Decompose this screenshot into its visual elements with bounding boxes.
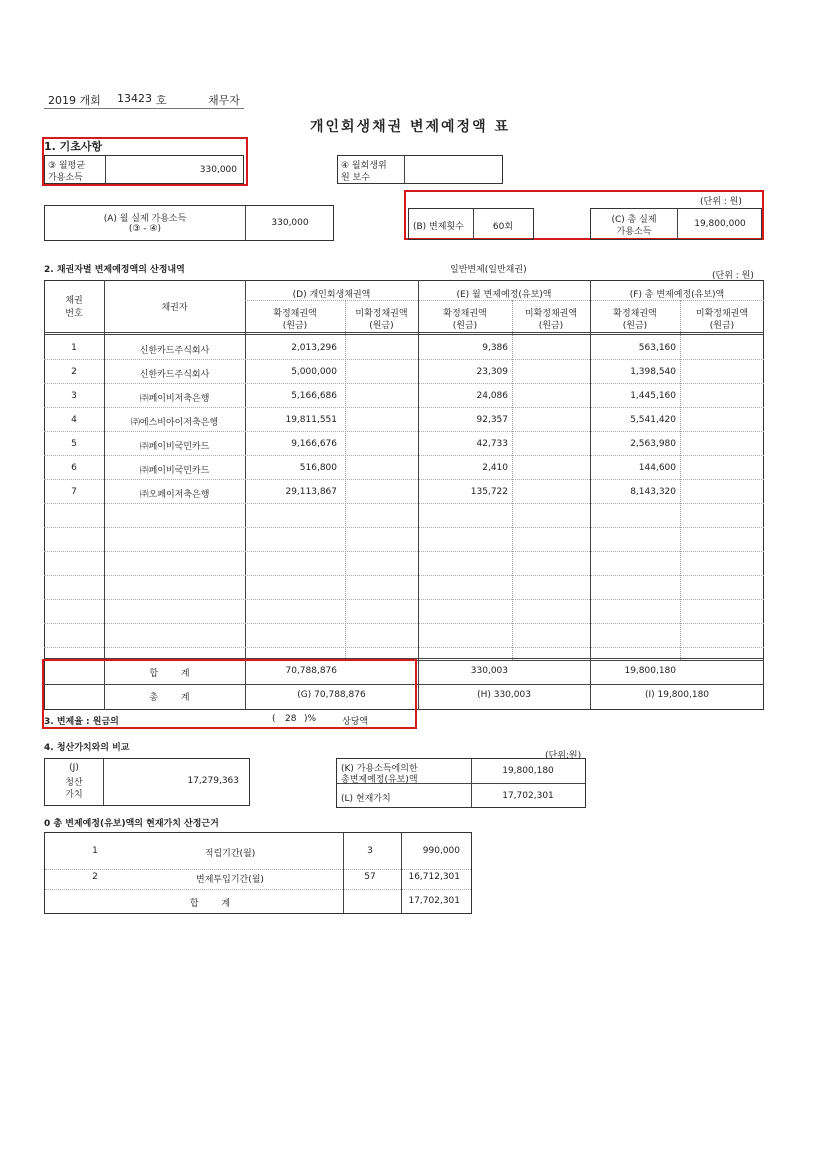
total-i: (I) 19,800,180 xyxy=(644,690,710,700)
col-f: (F) 총 변제예정(유보)액 xyxy=(629,290,725,300)
a-value: 330,000 xyxy=(271,218,309,228)
case-suffix: 호 xyxy=(156,94,167,107)
col-creditor: 채권자 xyxy=(161,303,188,313)
monthly-income-label-1: ③ 월평균 xyxy=(48,161,86,171)
section2-heading: 2. 채권자별 변제예정액의 산정내역 xyxy=(44,265,185,275)
row-creditor: ㈜페이비저축은행 xyxy=(139,394,210,404)
role-label: 채무자 xyxy=(208,94,240,107)
k-label-1: (K) 가용소득에의한 xyxy=(341,764,418,774)
e-confirmed-1: 확정채권액 xyxy=(443,309,487,319)
monthly-income-label-2: 가용소득 xyxy=(48,173,83,183)
sum-e: 330,003 xyxy=(470,666,508,676)
col-e: (E) 월 변제예정(유보)액 xyxy=(456,290,552,300)
b-label: (B) 변제횟수 xyxy=(413,222,464,232)
section1-unit: (단위 : 원) xyxy=(700,197,742,207)
row-creditor: ㈜페이비국민카드 xyxy=(139,442,210,452)
rate-open: ( xyxy=(272,714,276,724)
box-c xyxy=(590,208,762,240)
d-confirmed-1: 확정채권액 xyxy=(273,309,317,319)
page-title: 개인회생채권 변제예정액 표 xyxy=(309,119,511,135)
pv-row-label: 변제투입기간(월) xyxy=(196,875,264,885)
d-confirmed-2: (원금) xyxy=(282,321,308,331)
pv-row-months: 57 xyxy=(364,872,376,882)
row-f-confirmed: 5,541,420 xyxy=(630,415,676,425)
row-creditor: ㈜페이비국민카드 xyxy=(139,466,210,476)
sum-f: 19,800,180 xyxy=(624,666,676,676)
row-f-confirmed: 144,600 xyxy=(638,463,676,473)
row-creditor: 신한카드주식회사 xyxy=(139,370,210,380)
section5-heading: 0 총 변제예정(유보)액의 현재가치 산정근거 xyxy=(44,819,219,829)
trustee-fee-label-1: ④ 월회생위 xyxy=(341,161,387,171)
col-no-2: 번호 xyxy=(65,309,83,319)
c-label-2: 가용소득 xyxy=(616,227,652,237)
row-no: 3 xyxy=(71,391,77,401)
pv-sum-value: 17,702,301 xyxy=(408,896,460,906)
case-number: 13423 xyxy=(117,92,152,105)
row-creditor: ㈜오페이저축은행 xyxy=(139,490,210,500)
row-no: 6 xyxy=(71,463,77,473)
pv-row-value: 990,000 xyxy=(422,846,460,856)
box-a xyxy=(44,205,334,241)
sum-d: 70,788,876 xyxy=(285,666,337,676)
section2-category: 일반변제(일반채권) xyxy=(450,265,527,275)
c-value: 19,800,000 xyxy=(694,219,746,229)
monthly-income-value: 330,000 xyxy=(199,165,237,175)
j-label-3: 가치 xyxy=(65,790,83,800)
c-label-1: (C) 총 실제 xyxy=(611,215,657,225)
col-no-1: 채권 xyxy=(65,296,83,306)
section3-label: 3. 변제율 : 원금의 xyxy=(44,717,119,727)
row-e-confirmed: 2,410 xyxy=(482,463,508,473)
row-f-confirmed: 1,445,160 xyxy=(630,391,676,401)
pv-sum-label: 합 계 xyxy=(189,899,241,909)
sum-label: 합 계 xyxy=(149,669,200,679)
box-j xyxy=(44,758,250,806)
pv-row-value: 16,712,301 xyxy=(408,872,460,882)
b-value: 60회 xyxy=(492,222,514,232)
d-unconfirmed-1: 미확정채권액 xyxy=(355,309,408,319)
row-d-confirmed: 5,166,686 xyxy=(291,391,337,401)
f-confirmed-2: (원금) xyxy=(622,321,648,331)
trustee-fee-box xyxy=(337,155,503,184)
e-unconfirmed-2: (원금) xyxy=(538,321,564,331)
box-kl xyxy=(336,758,586,808)
row-d-confirmed: 19,811,551 xyxy=(285,415,337,425)
pv-row-no: 2 xyxy=(92,872,98,882)
row-creditor: ㈜에스비아이저축은행 xyxy=(130,418,219,428)
f-unconfirmed-2: (원금) xyxy=(709,321,735,331)
trustee-fee-label-2: 원 보수 xyxy=(341,173,370,183)
d-unconfirmed-2: (원금) xyxy=(369,321,394,331)
row-no: 7 xyxy=(71,487,77,497)
row-creditor: 신한카드주식회사 xyxy=(139,346,210,356)
row-d-confirmed: 9,166,676 xyxy=(291,439,337,449)
row-f-confirmed: 563,160 xyxy=(638,343,676,353)
case-year: 2019 개회 xyxy=(48,94,101,107)
pv-row-no: 1 xyxy=(92,846,98,856)
row-no: 2 xyxy=(71,367,77,377)
pv-row-months: 3 xyxy=(367,846,373,856)
row-no: 4 xyxy=(71,415,77,425)
f-confirmed-1: 확정채권액 xyxy=(613,309,657,319)
row-f-confirmed: 2,563,980 xyxy=(630,439,676,449)
e-unconfirmed-1: 미확정채권액 xyxy=(524,309,578,319)
section4-unit: (단위:원) xyxy=(545,751,582,761)
col-d: (D) 개인회생채권액 xyxy=(292,290,371,300)
row-e-confirmed: 42,733 xyxy=(476,439,508,449)
a-label-1: (A) 월 실제 가용소득 xyxy=(103,214,187,224)
pv-row-label: 적립기간(월) xyxy=(204,849,256,859)
k-value: 19,800,180 xyxy=(502,766,554,776)
f-unconfirmed-1: 미확정채권액 xyxy=(695,309,749,319)
total-label: 총 계 xyxy=(149,693,200,703)
row-d-confirmed: 516,800 xyxy=(299,463,337,473)
row-e-confirmed: 135,722 xyxy=(470,487,508,497)
l-label: (L) 현재가치 xyxy=(341,794,391,804)
total-g: (G) 70,788,876 xyxy=(297,690,366,700)
a-label-2: (③ - ④) xyxy=(128,224,162,234)
highlight-sum xyxy=(42,659,417,729)
section1-heading: 1. 기초사항 xyxy=(44,140,103,153)
box-b xyxy=(408,208,534,240)
l-value: 17,702,301 xyxy=(502,791,554,801)
section4-heading: 4. 청산가치와의 비교 xyxy=(44,743,130,753)
j-label-2: 청산 xyxy=(65,778,83,788)
rate-close: )% xyxy=(304,714,317,724)
e-confirmed-2: (원금) xyxy=(452,321,478,331)
row-e-confirmed: 24,086 xyxy=(476,391,508,401)
rate-suffix: 상당액 xyxy=(342,717,369,727)
j-value: 17,279,363 xyxy=(187,776,239,786)
row-no: 1 xyxy=(71,343,77,353)
row-e-confirmed: 23,309 xyxy=(476,367,508,377)
k-label-2: 총변제예정(유보)액 xyxy=(341,775,418,785)
row-f-confirmed: 8,143,320 xyxy=(630,487,676,497)
section2-unit: (단위 : 원) xyxy=(712,271,754,281)
highlight-basics xyxy=(42,137,248,186)
total-h: (H) 330,003 xyxy=(477,690,531,700)
row-d-confirmed: 5,000,000 xyxy=(291,367,337,377)
row-e-confirmed: 9,386 xyxy=(482,343,508,353)
row-f-confirmed: 1,398,540 xyxy=(630,367,676,377)
row-no: 5 xyxy=(71,439,77,449)
row-d-confirmed: 29,113,867 xyxy=(285,487,337,497)
rate-value: 28 xyxy=(285,714,297,724)
row-e-confirmed: 92,357 xyxy=(476,415,508,425)
j-label-1: (J) xyxy=(69,763,79,773)
row-d-confirmed: 2,013,296 xyxy=(291,343,337,353)
